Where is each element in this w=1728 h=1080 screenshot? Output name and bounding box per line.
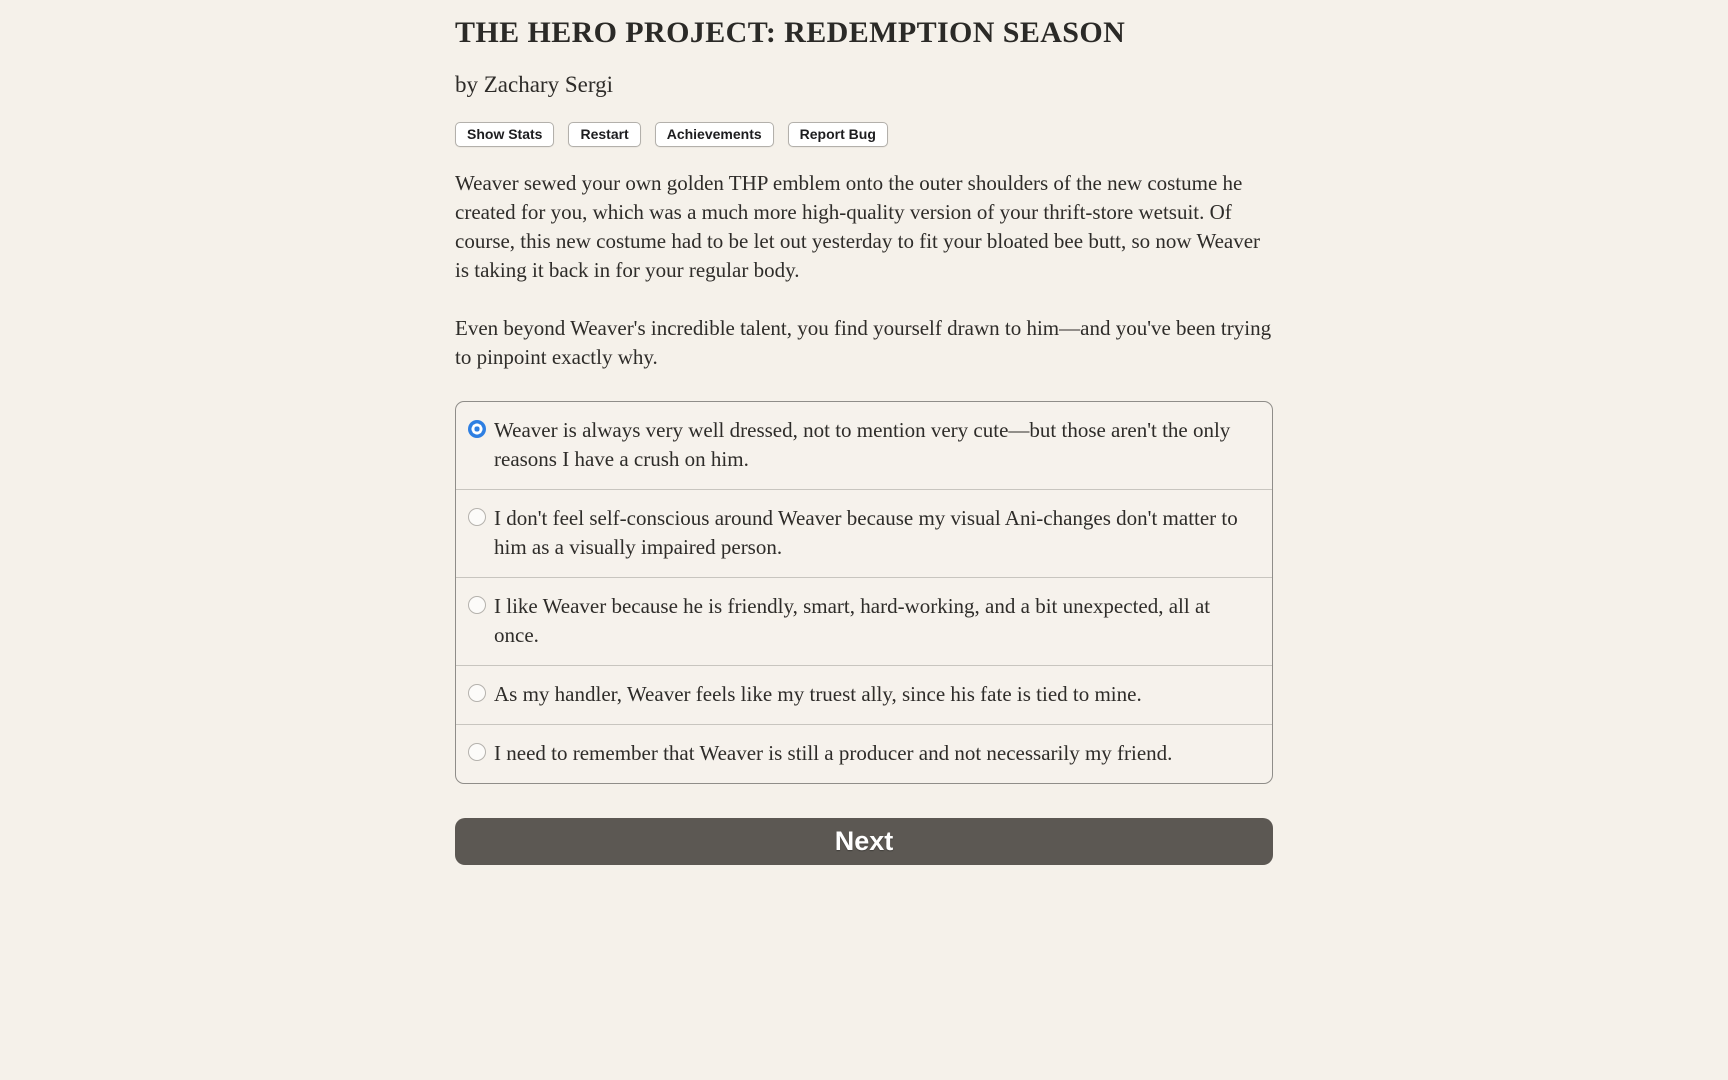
radio-unselected-icon[interactable] bbox=[468, 684, 486, 702]
radio-unselected-icon[interactable] bbox=[468, 743, 486, 761]
choice-option-4[interactable] bbox=[456, 665, 1272, 724]
choice-option-label: As my handler, Weaver feels like my truest ally, since his fate is tied to mine. bbox=[494, 682, 1142, 706]
restart-button[interactable]: Restart bbox=[568, 122, 640, 147]
choice-option-3[interactable] bbox=[456, 577, 1272, 665]
show-stats-button[interactable]: Show Stats bbox=[455, 122, 554, 147]
choice-box bbox=[455, 401, 1273, 784]
story-paragraph: Weaver sewed your own golden THP emblem onto the outer shoulders of the new costume he created for you, which was a much more high-quality version of your thrift-store wetsuit. Of course, this new costume had to be let out yesterday to fit your bloated bee butt, so now Weaver is taking it back in for your regular body. bbox=[455, 171, 1261, 282]
radio-selected-icon[interactable] bbox=[468, 420, 486, 438]
achievements-button[interactable]: Achievements bbox=[655, 122, 774, 147]
report-bug-button[interactable]: Report Bug bbox=[788, 122, 888, 147]
radio-unselected-icon[interactable] bbox=[468, 508, 486, 526]
next-button[interactable]: Next bbox=[455, 818, 1273, 865]
choice-option-label: I don't feel self-conscious around Weaver because my visual Ani-changes don't matter to him as a visually impaired person. bbox=[494, 506, 1238, 559]
story-text bbox=[455, 169, 1273, 372]
choice-option-label: I like Weaver because he is friendly, smart, hard-working, and a bit unexpected, all at once. bbox=[494, 594, 1211, 647]
toolbar bbox=[455, 122, 1273, 147]
choice-option-label: I need to remember that Weaver is still a producer and not necessarily my friend. bbox=[494, 741, 1173, 765]
radio-unselected-icon[interactable] bbox=[468, 596, 486, 614]
choice-option-5[interactable] bbox=[456, 724, 1272, 783]
choice-option-2[interactable] bbox=[456, 489, 1272, 577]
game-title: THE HERO PROJECT: REDEMPTION SEASON bbox=[455, 16, 1126, 49]
game-author: by Zachary Sergi bbox=[455, 72, 613, 97]
choice-option-label: Weaver is always very well dressed, not to mention very cute—but those aren't the only reasons I have a crush on him. bbox=[494, 418, 1231, 471]
content-column bbox=[455, 0, 1273, 865]
choice-option-1[interactable] bbox=[456, 402, 1272, 489]
story-paragraph: Even beyond Weaver's incredible talent, you find yourself drawn to him—and you've been trying to pinpoint exactly why. bbox=[455, 316, 1272, 369]
